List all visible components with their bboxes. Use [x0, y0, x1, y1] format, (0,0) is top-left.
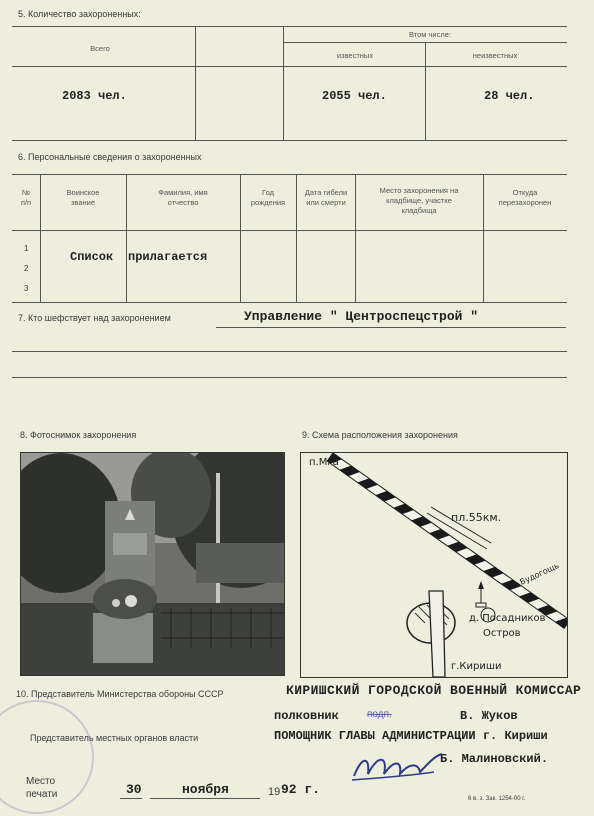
date-month: ноября — [182, 782, 229, 797]
col-name-header: Фамилия, имя отчество — [158, 188, 208, 207]
known-value: 2055 чел. — [322, 89, 387, 103]
including-header: Втом числе: — [409, 30, 451, 39]
zhukov-text: В. Жуков — [460, 709, 518, 723]
known-header: известных — [336, 51, 374, 60]
handwritten-signature — [348, 746, 448, 786]
col-rank-header: Воинское звание — [66, 188, 100, 207]
section5-title: 5. Количество захороненных: — [18, 9, 141, 19]
unknown-value: 28 чел. — [484, 89, 535, 103]
col-num-header: № п/п — [20, 188, 32, 207]
total-header: Всего — [90, 44, 110, 53]
label-budogosh: п.Будогощь — [511, 560, 561, 591]
memorial-photo — [20, 452, 285, 676]
label-mga: п.Мга — [309, 457, 339, 468]
date-day: 30 — [126, 782, 142, 797]
section7-label: 7. Кто шефствует над захоронением — [18, 313, 171, 323]
place-label-1: Место — [26, 776, 56, 787]
list-text: Список — [70, 250, 114, 264]
section8-label: 8. Фотоснимок захоронения — [20, 430, 137, 440]
footer-print-info: 6 в. з. Зак. 1254-00 г. — [468, 796, 526, 802]
label-kirishi: г.Кириши — [451, 661, 502, 672]
col-place-header: Место захоронения на кладбище, участке кладбища — [379, 186, 459, 215]
row-number-1: 1 — [24, 244, 29, 253]
assistant-head-text: ПОМОЩНИК ГЛАВЫ АДМИНИСТРАЦИИ г. Кириши — [274, 729, 548, 743]
row-number-3: 3 — [24, 284, 29, 293]
total-value: 2083 чел. — [62, 89, 127, 103]
colonel-text: полковник — [274, 709, 339, 723]
col-from-header: Откуда перезахоронен — [498, 188, 552, 207]
malinovsky-text: Б. Малиновский. — [440, 752, 549, 766]
label-platform: пл.55км. — [451, 511, 502, 524]
crossed-out-mark: подп. — [367, 709, 392, 720]
year-prefix: 19 — [268, 786, 281, 798]
row-number-2: 2 — [24, 264, 29, 273]
label-posadnikov: д. Посадников — [469, 613, 546, 624]
list-text-2: прилагается — [128, 250, 208, 264]
section10-label: 10. Представитель Министерства обороны СССР — [16, 689, 224, 699]
commissar-text: КИРИШСКИЙ ГОРОДСКОЙ ВОЕННЫЙ КОМИССАР — [286, 683, 582, 698]
section7-value: Управление " Центроспецстрой " — [244, 309, 479, 324]
local-authority-label: Представитель местных органов власти — [30, 733, 199, 743]
unknown-header: неизвестных — [472, 51, 518, 60]
label-ostrov: Остров — [483, 628, 521, 639]
year-suffix: 92 г. — [281, 782, 321, 797]
section6-title: 6. Персональные сведения о захороненных — [18, 152, 202, 162]
col-birth-header: Год рождения — [250, 188, 286, 207]
section9-label: 9. Схема расположения захоронения — [302, 430, 458, 440]
place-label-2: печати — [26, 789, 58, 800]
col-death-header: Дата гибели или смерти — [304, 188, 348, 207]
burial-scheme — [300, 452, 568, 678]
